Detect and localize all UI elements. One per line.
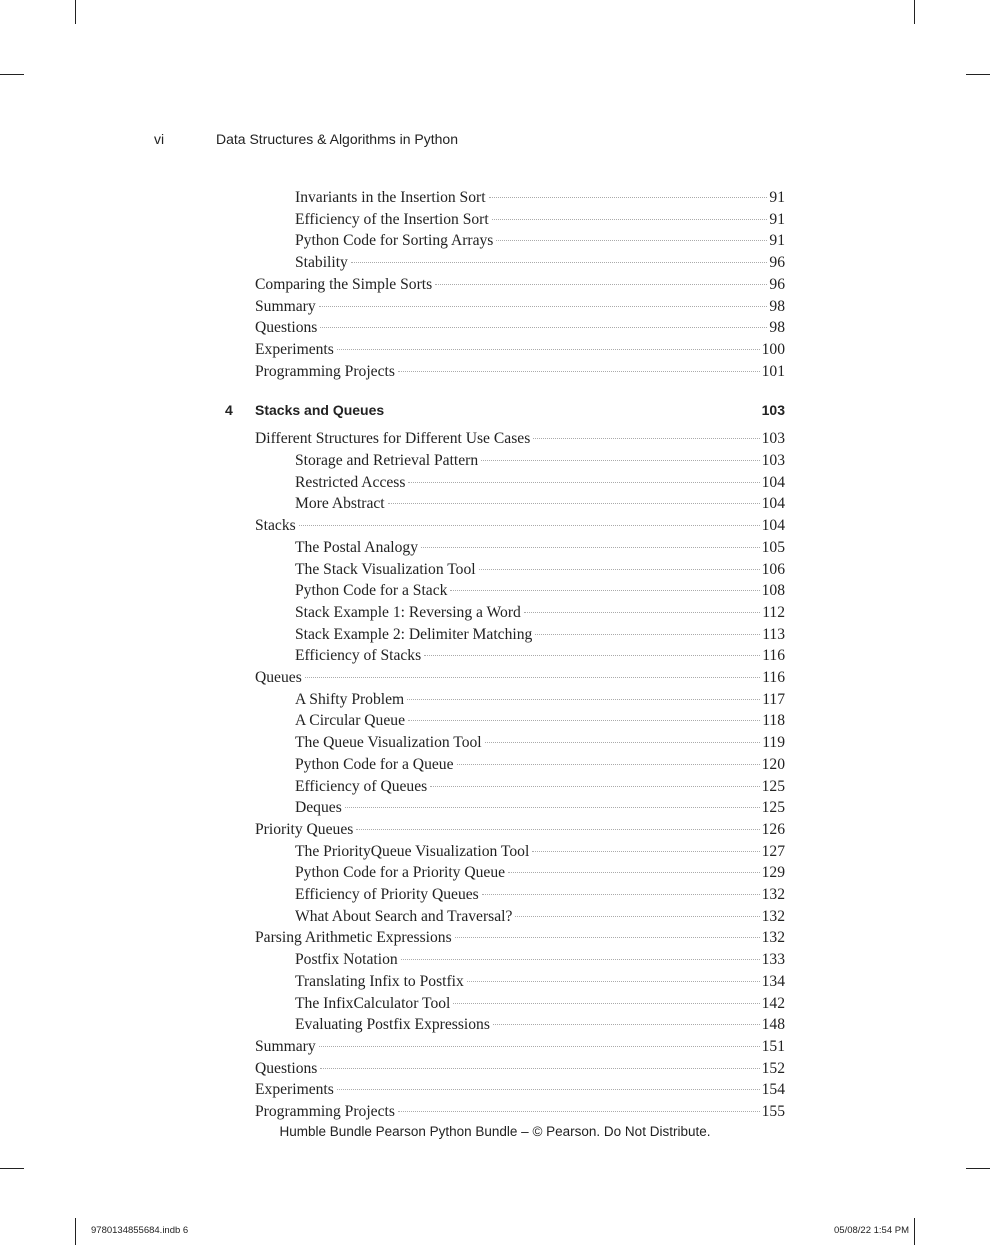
toc-entry[interactable] [295, 647, 785, 669]
dot-leader [493, 1024, 760, 1025]
toc-entry[interactable] [295, 778, 785, 800]
dot-leader [398, 371, 760, 372]
toc-entry-page: 155 [761, 1103, 785, 1120]
toc-entry-title: Stability [295, 254, 348, 272]
dot-leader [453, 1003, 759, 1004]
toc-entry-title: A Circular Queue [295, 712, 405, 730]
toc-entry-page: 100 [761, 340, 785, 358]
toc-entry-page: 106 [761, 560, 785, 578]
toc-entry-page: 133 [761, 951, 785, 969]
running-head [0, 131, 990, 151]
crop-mark [75, 1218, 76, 1245]
toc-entry-page: 132 [761, 886, 785, 903]
dot-leader [508, 872, 760, 873]
toc-entry[interactable] [295, 495, 785, 517]
toc-entry-title: Python Code for a Priority Queue [295, 864, 506, 882]
toc-entry[interactable] [255, 821, 785, 843]
toc-entry[interactable] [295, 886, 785, 908]
toc-entry-title: Storage and Retrieval Pattern [295, 452, 479, 469]
dot-leader [351, 262, 768, 263]
toc-entry-title: Python Code for a Queue [295, 755, 454, 773]
toc-entry-title: Queues [255, 669, 302, 686]
dot-leader [533, 438, 759, 439]
toc-entry-page: 125 [761, 777, 785, 795]
toc-entry-title: Questions [255, 319, 318, 337]
toc-entry[interactable] [295, 1016, 785, 1038]
dot-leader [532, 851, 759, 852]
toc-entry-page: 103 [761, 452, 785, 469]
toc-entry-page: 108 [761, 582, 785, 600]
dot-leader [450, 590, 759, 591]
toc-entry-page: 119 [762, 734, 785, 752]
toc-entry[interactable] [295, 908, 785, 930]
toc-entry-page: 91 [769, 232, 785, 250]
toc-entry-title: A Shifty Problem [295, 690, 405, 708]
dot-leader [337, 1089, 760, 1090]
toc-entry-title: Experiments [255, 1081, 334, 1099]
chapter-number: 4 [225, 402, 233, 419]
page-folio: vi [154, 131, 165, 147]
toc-entry-title: Invariants in the Insertion Sort [295, 189, 486, 206]
chapter-title: Stacks and Queues [255, 402, 385, 419]
toc-entry-title: Deques [295, 799, 342, 817]
toc-entry[interactable] [295, 604, 785, 626]
toc-entry-page: 104 [761, 517, 785, 535]
toc-entry-page: 127 [761, 842, 785, 860]
dot-leader [455, 937, 760, 938]
toc-entry-page: 154 [761, 1081, 785, 1099]
toc-entry[interactable] [295, 712, 785, 734]
toc-entry-title: The Stack Visualization Tool [295, 560, 476, 578]
toc-entry[interactable] [295, 474, 785, 496]
toc-entry-page: 132 [761, 929, 785, 947]
toc-entry-page: 113 [762, 625, 785, 643]
dot-leader [398, 1111, 760, 1112]
toc-entry[interactable] [255, 1103, 785, 1125]
toc-entry[interactable] [295, 626, 785, 648]
dot-leader [489, 197, 768, 198]
dot-leader [388, 503, 760, 504]
toc-entry-page: 96 [769, 254, 785, 272]
dot-leader [535, 634, 760, 635]
toc-entry[interactable] [295, 995, 785, 1017]
dot-leader [492, 219, 768, 220]
toc-entry-page: 125 [761, 799, 785, 817]
chapter-heading [225, 402, 785, 424]
dot-leader [430, 786, 759, 787]
dot-leader [482, 894, 760, 895]
toc-entry-title: Parsing Arithmetic Expressions [255, 929, 452, 947]
toc-entry-title: The Queue Visualization Tool [295, 734, 482, 752]
toc-entry-title: Efficiency of Stacks [295, 647, 422, 665]
toc-entry[interactable] [295, 691, 785, 713]
dot-leader [407, 699, 760, 700]
dot-leader [345, 807, 760, 808]
toc-entry-title: Efficiency of Queues [295, 777, 428, 795]
toc-entry-page: 129 [761, 864, 785, 882]
crop-mark [0, 1168, 24, 1169]
dot-leader [421, 547, 760, 548]
toc-entry[interactable] [295, 561, 785, 583]
toc-entry-title: Programming Projects [255, 1103, 395, 1120]
toc-entry-title: Stack Example 1: Reversing a Word [295, 603, 521, 621]
toc-entry-page: 126 [761, 820, 785, 838]
toc-entry-page: 152 [761, 1059, 785, 1077]
dot-leader [408, 482, 759, 483]
toc-entry-title: Postfix Notation [295, 951, 398, 969]
crop-mark [914, 0, 915, 24]
toc-entry[interactable] [255, 298, 785, 320]
toc-entry-title: Stack Example 2: Delimiter Matching [295, 625, 533, 643]
book-title: Data Structures & Algorithms in Python [216, 131, 458, 147]
chapter-page: 103 [761, 402, 785, 419]
toc-entry-page: 148 [761, 1016, 785, 1034]
toc-entry-page: 112 [762, 603, 785, 621]
crop-mark [914, 1218, 915, 1245]
dot-leader [481, 460, 759, 461]
toc-entry-title: The PriorityQueue Visualization Tool [295, 842, 530, 860]
crop-mark [0, 74, 24, 75]
toc-entry[interactable] [255, 669, 785, 691]
toc-entry-title: What About Search and Traversal? [295, 907, 513, 925]
dot-leader [319, 306, 768, 307]
toc-entry-title: Programming Projects [255, 362, 395, 380]
toc-entry[interactable] [295, 452, 785, 474]
toc-entry-title: Summary [255, 297, 316, 315]
dot-leader [435, 284, 767, 285]
toc-entry-page: 120 [761, 755, 785, 773]
dot-leader [457, 764, 760, 765]
toc-entry[interactable] [295, 951, 785, 973]
dot-leader [401, 959, 760, 960]
dot-leader [496, 240, 767, 241]
dot-leader [319, 1046, 760, 1047]
toc-entry-page: 116 [762, 669, 785, 686]
toc-entry-page: 103 [761, 430, 785, 448]
toc-entry[interactable] [295, 189, 785, 211]
dot-leader [320, 327, 767, 328]
toc-entry[interactable] [295, 232, 785, 254]
toc-entry-title: Translating Infix to Postfix [295, 972, 464, 990]
slug-datetime: 05/08/22 1:54 PM [834, 1225, 909, 1236]
toc-entry-page: 91 [769, 210, 785, 228]
dot-leader [467, 981, 760, 982]
toc-entry[interactable] [295, 973, 785, 995]
toc-entry[interactable] [255, 276, 785, 298]
toc-entry-page: 104 [761, 473, 785, 491]
dot-leader [320, 1068, 759, 1069]
toc-entry[interactable] [255, 341, 785, 363]
toc-entry-page: 96 [769, 275, 785, 293]
toc-entry-title: Experiments [255, 340, 334, 358]
toc-entry-page: 134 [761, 972, 785, 990]
toc-entry-title: More Abstract [295, 495, 385, 513]
toc-entry[interactable] [295, 539, 785, 561]
toc-entry[interactable] [255, 929, 785, 951]
toc-entry-title: Evaluating Postfix Expressions [295, 1016, 490, 1034]
dot-leader [424, 655, 760, 656]
toc-entry[interactable] [295, 799, 785, 821]
toc-entry-page: 118 [762, 712, 785, 730]
toc-entry-title: Summary [255, 1037, 316, 1055]
distribution-notice: Humble Bundle Pearson Python Bundle – © Pearson. Do Not Distribute. [279, 1124, 711, 1139]
toc-entry-title: Different Structures for Different Use Cases [255, 430, 531, 448]
toc-entry[interactable] [255, 319, 785, 341]
toc-entry-page: 98 [769, 319, 785, 337]
toc-entry[interactable] [255, 1081, 785, 1103]
toc-entry[interactable] [295, 843, 785, 865]
toc-entry-title: Efficiency of Priority Queues [295, 886, 479, 903]
dot-leader [479, 569, 760, 570]
toc-entry-page: 116 [762, 647, 785, 665]
crop-mark [966, 74, 990, 75]
toc-entry-title: Questions [255, 1059, 318, 1077]
toc-entry[interactable] [295, 254, 785, 276]
toc-entry[interactable] [295, 864, 785, 886]
toc-entry-page: 132 [761, 907, 785, 925]
toc-entry-page: 151 [761, 1037, 785, 1055]
dot-leader [305, 677, 760, 678]
toc-entry-page: 104 [761, 495, 785, 513]
toc-entry-title: Restricted Access [295, 473, 406, 491]
toc-entry-title: The Postal Analogy [295, 538, 419, 556]
toc-entry[interactable] [295, 756, 785, 778]
toc-entry-title: Stacks [255, 517, 296, 535]
toc-entry-page: 101 [761, 362, 785, 380]
toc-entry[interactable] [255, 1060, 785, 1082]
toc-entry-title: Efficiency of the Insertion Sort [295, 210, 489, 228]
dot-leader [356, 829, 759, 830]
slug-file: 9780134855684.indb 6 [91, 1225, 189, 1236]
dot-leader [485, 742, 761, 743]
toc-entry[interactable] [295, 211, 785, 233]
toc-entry[interactable] [255, 517, 785, 539]
dot-leader [337, 349, 760, 350]
toc-entry-page: 105 [761, 538, 785, 556]
toc-entry-title: Python Code for Sorting Arrays [295, 232, 494, 250]
toc-entry[interactable] [255, 430, 785, 452]
toc-entry-page: 91 [769, 189, 785, 206]
dot-leader [515, 916, 759, 917]
toc-entry-page: 98 [769, 297, 785, 315]
crop-mark [75, 0, 76, 24]
toc-entry-page: 117 [762, 690, 785, 708]
dot-leader [408, 720, 760, 721]
toc-entry-page: 142 [761, 994, 785, 1012]
toc-entry[interactable] [255, 1038, 785, 1060]
crop-mark [966, 1168, 990, 1169]
dot-leader [299, 525, 760, 526]
toc-entry-title: Python Code for a Stack [295, 582, 448, 600]
toc-entry-title: Comparing the Simple Sorts [255, 275, 433, 293]
toc-entry[interactable] [255, 363, 785, 385]
toc-entry[interactable] [295, 582, 785, 604]
dot-leader [524, 612, 760, 613]
toc-entry-title: The InfixCalculator Tool [295, 994, 451, 1012]
toc-entry-title: Priority Queues [255, 820, 354, 838]
toc-entry[interactable] [295, 734, 785, 756]
